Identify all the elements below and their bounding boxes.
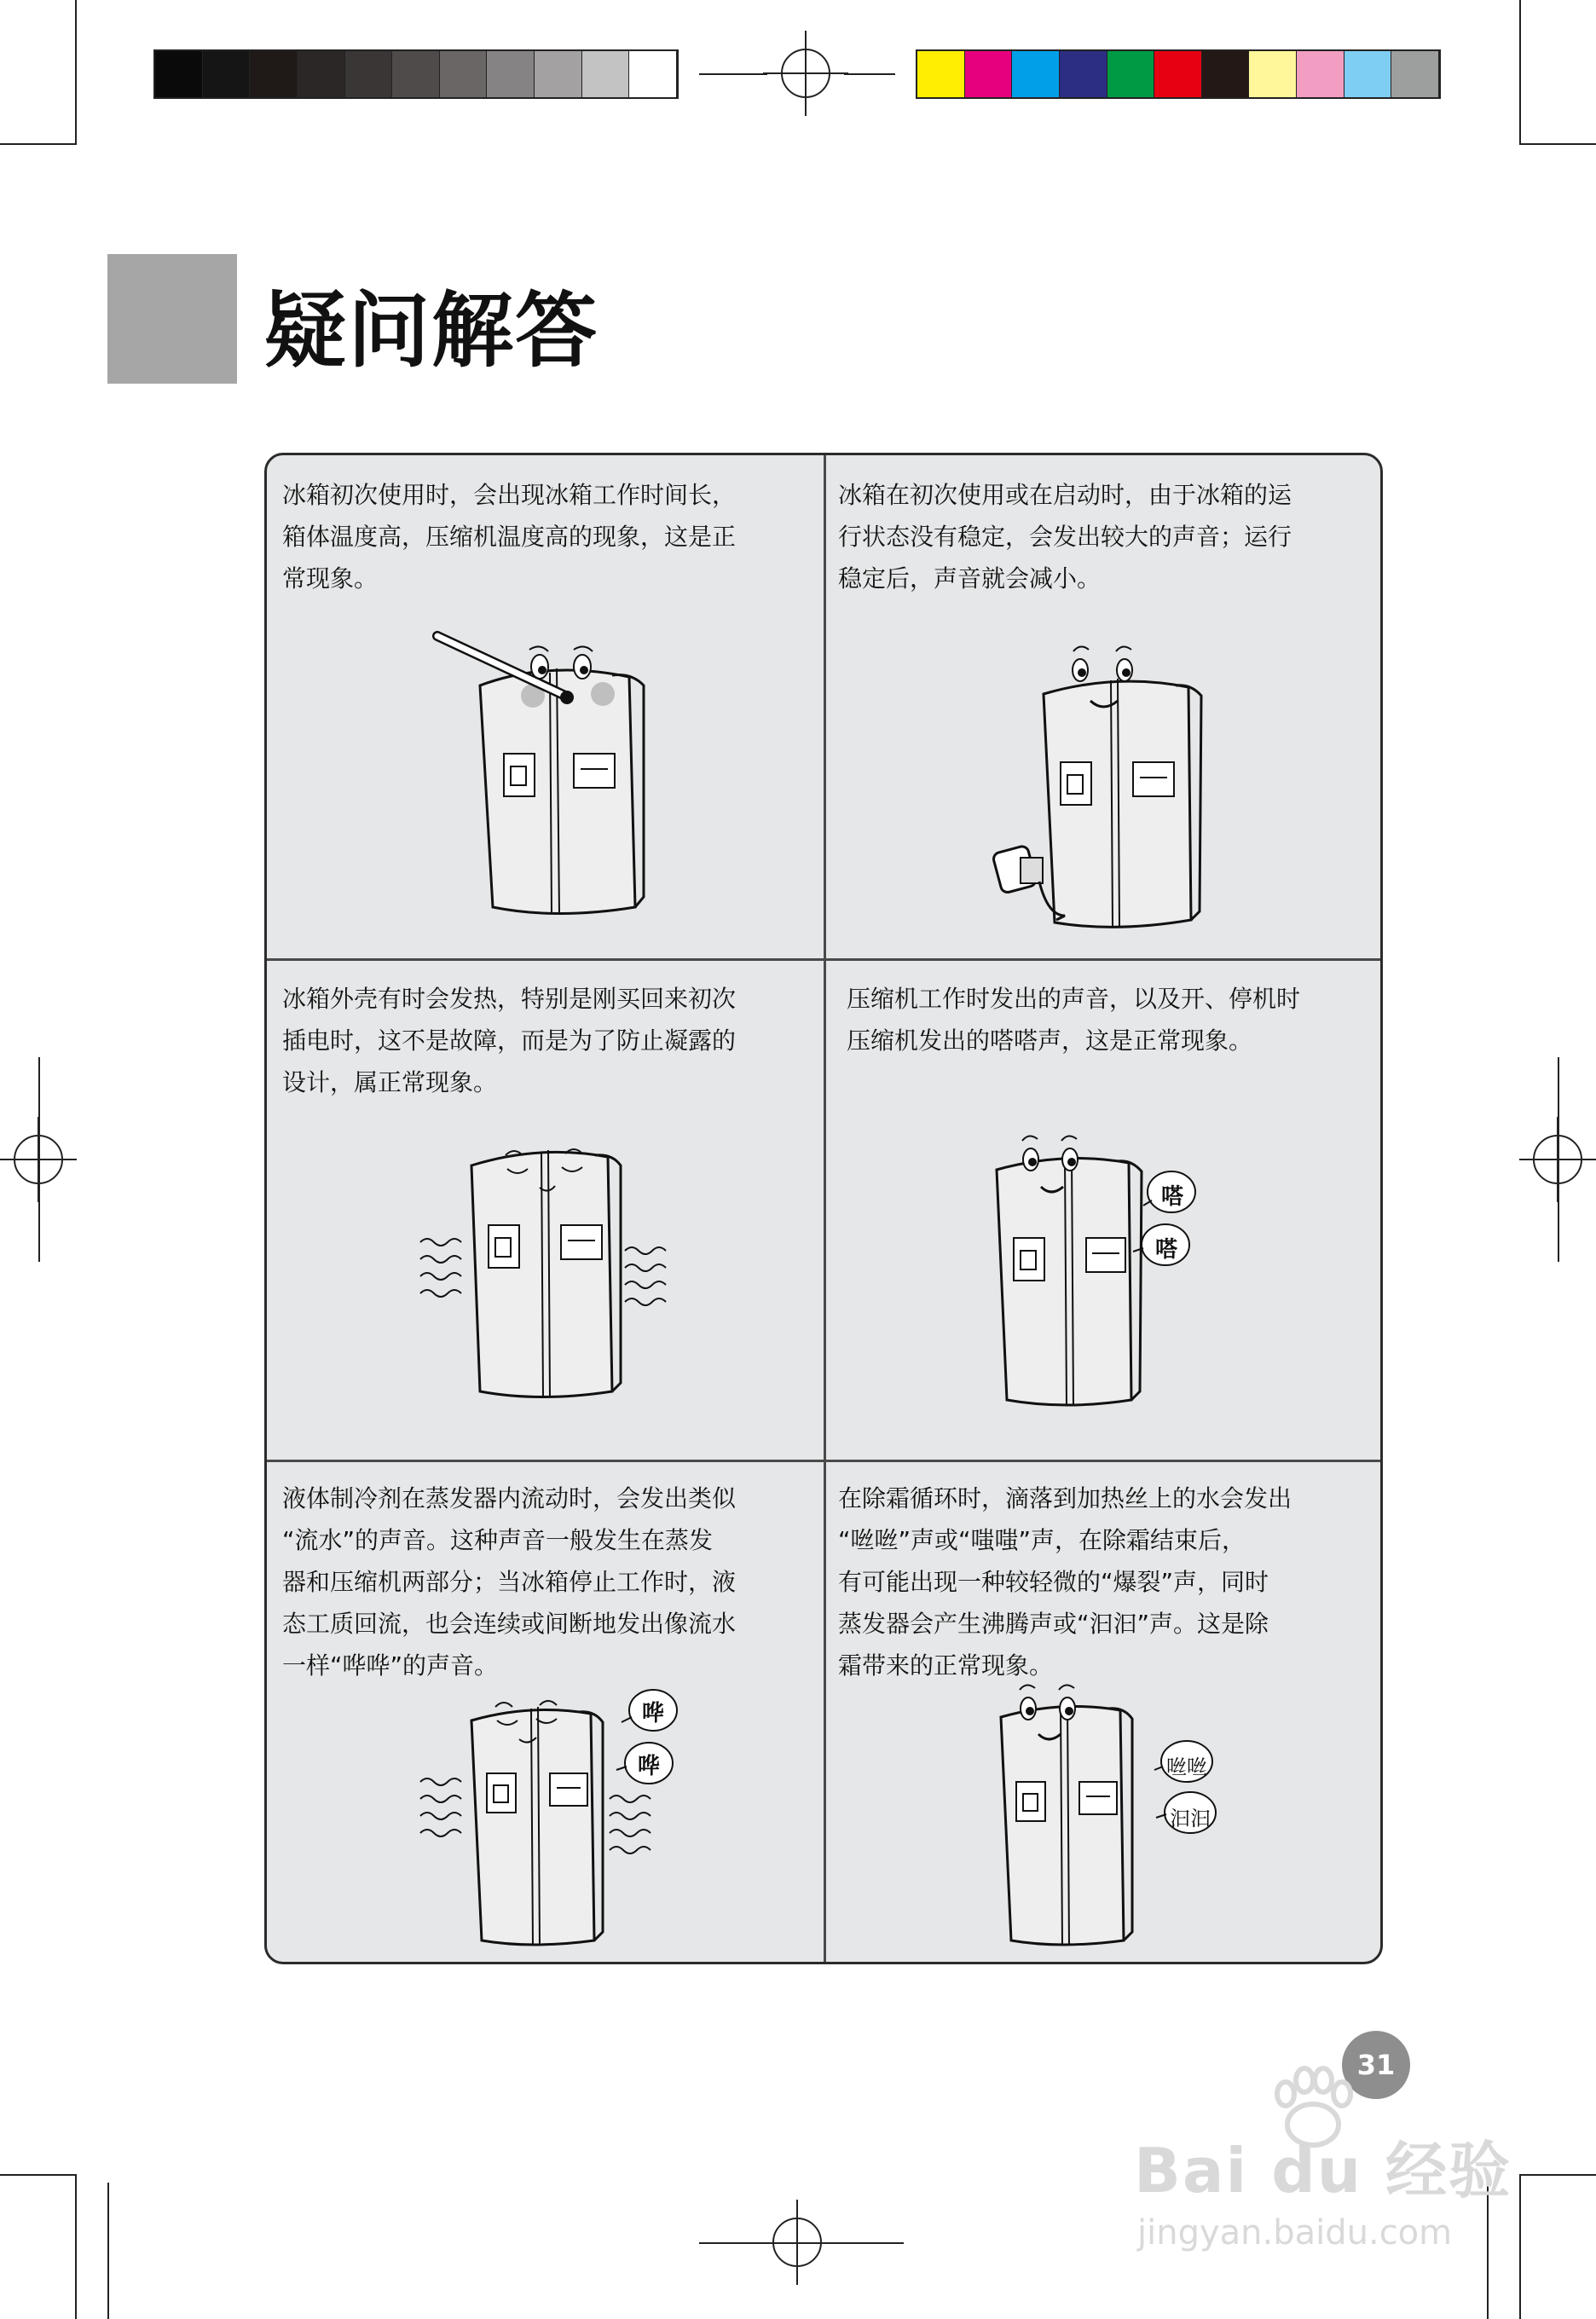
- sound-bubble-text: 汩汩: [1170, 1807, 1211, 1830]
- fridge-thermometer-illustration: [420, 626, 676, 941]
- color-swatch: [487, 51, 535, 97]
- page-number: 31: [1342, 2031, 1410, 2099]
- color-swatch: [1344, 51, 1392, 97]
- color-swatch: [1391, 51, 1439, 97]
- color-swatch: [345, 51, 393, 97]
- color-swatch: [1297, 51, 1344, 97]
- sound-bubble-text: 嗒: [1160, 1184, 1183, 1210]
- faq-cell-shell-heat: [267, 961, 824, 1460]
- color-swatch: [965, 51, 1013, 97]
- watermark-url: jingyan.baidu.com: [1137, 2213, 1453, 2252]
- title-decoration-block: [107, 254, 237, 384]
- faq-cell-initial-use-temperature: [267, 455, 824, 958]
- registration-mark-icon: [0, 1117, 85, 1202]
- color-swatch: [155, 51, 203, 97]
- color-calibration-bar: [916, 49, 1441, 99]
- faq-cell-compressor-click: [826, 961, 1383, 1460]
- faq-text: 在除霜循环时，滴落到加热丝上的水会发出 “咝咝”声或“嗤嗤”声，在除霜结束后， 有可能出现一种较轻微的“爆裂”声，同时 蒸发器会产生沸腾声或“汩汩”声。这是除 霜带来的正常现象。: [838, 1484, 1292, 1680]
- color-swatch: [392, 51, 440, 97]
- fridge-flowing-sound-illustration: [412, 1688, 702, 1961]
- faq-text: 液体制冷剂在蒸发器内流动时，会发出类似 “流水”的声音。这种声音一般发生在蒸发 器和压缩机两部分；当冰箱停止工作时，液 态工质回流，也会连续或间断地发出像流水 一样“哗哗”的声音。: [282, 1484, 737, 1680]
- sound-bubble-text: 哗: [641, 1701, 664, 1726]
- faq-cell-refrigerant-flow: [267, 1462, 824, 1964]
- faq-text: 冰箱在初次使用或在启动时，由于冰箱的运 行状态没有稳定，会发出较大的声音；运行 稳定后，声音就会减小。: [838, 481, 1292, 593]
- sound-bubble-text: 咝咝: [1166, 1755, 1207, 1779]
- color-swatch: [1249, 51, 1297, 97]
- color-swatch: [298, 51, 345, 97]
- faq-panel: [264, 453, 1383, 1964]
- color-swatch: [582, 51, 630, 97]
- faq-cell-defrost-sound: [826, 1462, 1383, 1964]
- color-swatch: [1154, 51, 1202, 97]
- sound-bubble-text: 哗: [637, 1754, 660, 1779]
- sound-bubble-text: 嗒: [1154, 1237, 1177, 1263]
- color-swatch: [535, 51, 582, 97]
- faq-text: 冰箱初次使用时，会出现冰箱工作时间长， 箱体温度高，压缩机温度高的现象，这是正 常现象。: [282, 481, 737, 593]
- page-title: 疑问解答: [264, 283, 598, 379]
- registration-mark-icon: [763, 31, 848, 116]
- color-swatch: [203, 51, 251, 97]
- watermark-brand: Bai du 经验: [1134, 2135, 1512, 2206]
- registration-mark-icon: [1511, 1117, 1596, 1202]
- color-swatch: [1012, 51, 1060, 97]
- faq-cell-startup-noise: [826, 455, 1383, 958]
- color-swatch: [917, 51, 965, 97]
- fridge-clicking-illustration: [963, 1127, 1218, 1434]
- grayscale-calibration-bar: [153, 49, 679, 99]
- color-swatch: [1202, 51, 1250, 97]
- faq-text: 冰箱外壳有时会发热，特别是刚买回来初次 插电时，这不是故障，而是为了防止凝露的 设计，属正常现象。: [282, 985, 737, 1096]
- faq-text: 压缩机工作时发出的声音，以及开、停机时 压缩机发出的嗒嗒声，这是正常现象。: [847, 985, 1301, 1055]
- color-swatch: [440, 51, 488, 97]
- fridge-warm-shell-illustration: [412, 1131, 676, 1438]
- fridge-plugged-in-illustration: [971, 626, 1227, 950]
- color-swatch: [629, 51, 677, 97]
- color-swatch: [250, 51, 298, 97]
- color-swatch: [1060, 51, 1107, 97]
- color-swatch: [1107, 51, 1155, 97]
